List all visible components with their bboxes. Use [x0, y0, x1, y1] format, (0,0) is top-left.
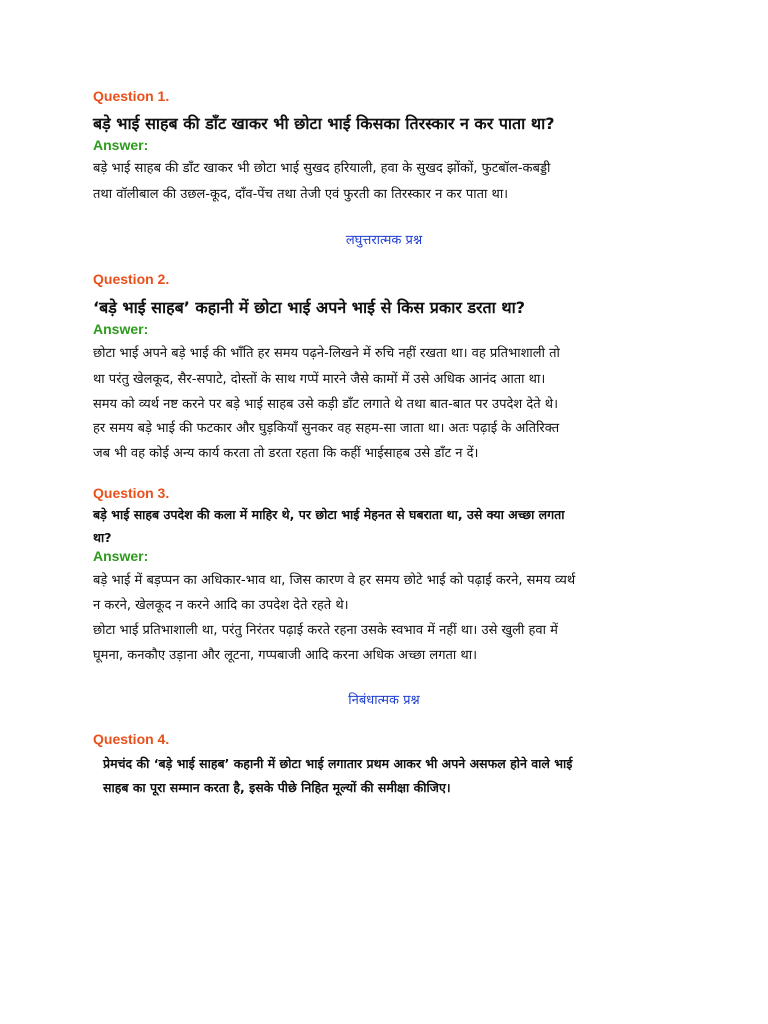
section-heading-short-answer: लघुत्तरात्मक प्रश्न	[345, 233, 423, 248]
question-1-label: Question 1.	[93, 88, 170, 104]
answer-1-label: Answer:	[93, 137, 149, 153]
question-4-text-line: प्रेमचंद की ‘बड़े भाई साहब’ कहानी में छोटा भाई लगातार प्रथम आकर भी अपने असफल होने वाले भाई	[103, 756, 573, 771]
answer-3-line: छोटा भाई प्रतिभाशाली था, परंतु निरंतर पढ़ाई करते रहना उसके स्वभाव में नहीं था। उसे खुली हवा में	[93, 623, 558, 638]
answer-3-line: घूमना, कनकौए उड़ाना और लूटना, गप्पबाजी आदि करना अधिक अच्छा लगता था।	[93, 648, 478, 663]
answer-1-line: तथा वॉलीबाल की उछल-कूद, दाँव-पेंच तथा तेजी एवं फुरती का तिरस्कार न कर पाता था।	[93, 187, 509, 202]
question-4-label: Question 4.	[93, 731, 170, 747]
question-3-text-line: था?	[93, 530, 112, 545]
answer-2-line: था परंतु खेलकूद, सैर-सपाटे, दोस्तों के साथ गप्पें मारने जैसे कामों में उसे अधिक आनंद आता था।	[93, 372, 546, 387]
question-1-text: बड़े भाई साहब की डाँट खाकर भी छोटा भाई किसका तिरस्कार न कर पाता था?	[93, 114, 555, 133]
question-4-text-line: साहब का पूरा सम्मान करता है, इसके पीछे निहित मूल्यों की समीक्षा कीजिए।	[103, 780, 451, 795]
question-3-text-line: बड़े भाई साहब उपदेश की कला में माहिर थे, पर छोटा भाई मेहनत से घबराता था, उसे क्या अच्छा लगता	[93, 507, 565, 522]
section-heading-essay: निबंधात्मक प्रश्न	[348, 693, 420, 708]
question-3-label: Question 3.	[93, 485, 170, 501]
answer-3-line: न करने, खेलकूद न करने आदि का उपदेश देते रहते थे।	[93, 598, 349, 613]
answer-2-line: हर समय बड़े भाई की फटकार और घुड़कियाँ सुनकर वह सहम-सा जाता था। अतः पढ़ाई के अतिरिक्त	[93, 421, 560, 436]
answer-1-line: बड़े भाई साहब की डाँट खाकर भी छोटा भाई सुखद हरियाली, हवा के सुखद झोंकों, फुटबॉल-कबड्डी	[93, 161, 551, 176]
answer-2-line: समय को व्यर्थ नष्ट करने पर बड़े भाई साहब उसे कड़ी डाँट लगाते थे तथा बात-बात पर उपदेश देते थे।	[93, 397, 559, 412]
question-2-text: ‘बड़े भाई साहब’ कहानी में छोटा भाई अपने भाई से किस प्रकार डरता था?	[93, 298, 526, 317]
question-2-label: Question 2.	[93, 271, 170, 287]
answer-2-line: छोटा भाई अपने बड़े भाई की भाँति हर समय पढ़ने-लिखने में रुचि नहीं रखता था। वह प्रतिभाशाली तो	[93, 346, 560, 361]
answer-3-label: Answer:	[93, 548, 149, 564]
answer-2-line: जब भी वह कोई अन्य कार्य करता तो डरता रहता कि कहीं भाईसाहब उसे डाँट न दें।	[93, 446, 479, 461]
answer-2-label: Answer:	[93, 321, 149, 337]
answer-3-line: बड़े भाई में बड़प्पन का अधिकार-भाव था, जिस कारण वे हर समय छोटे भाई को पढ़ाई करने, समय व्यर्थ	[93, 573, 576, 588]
